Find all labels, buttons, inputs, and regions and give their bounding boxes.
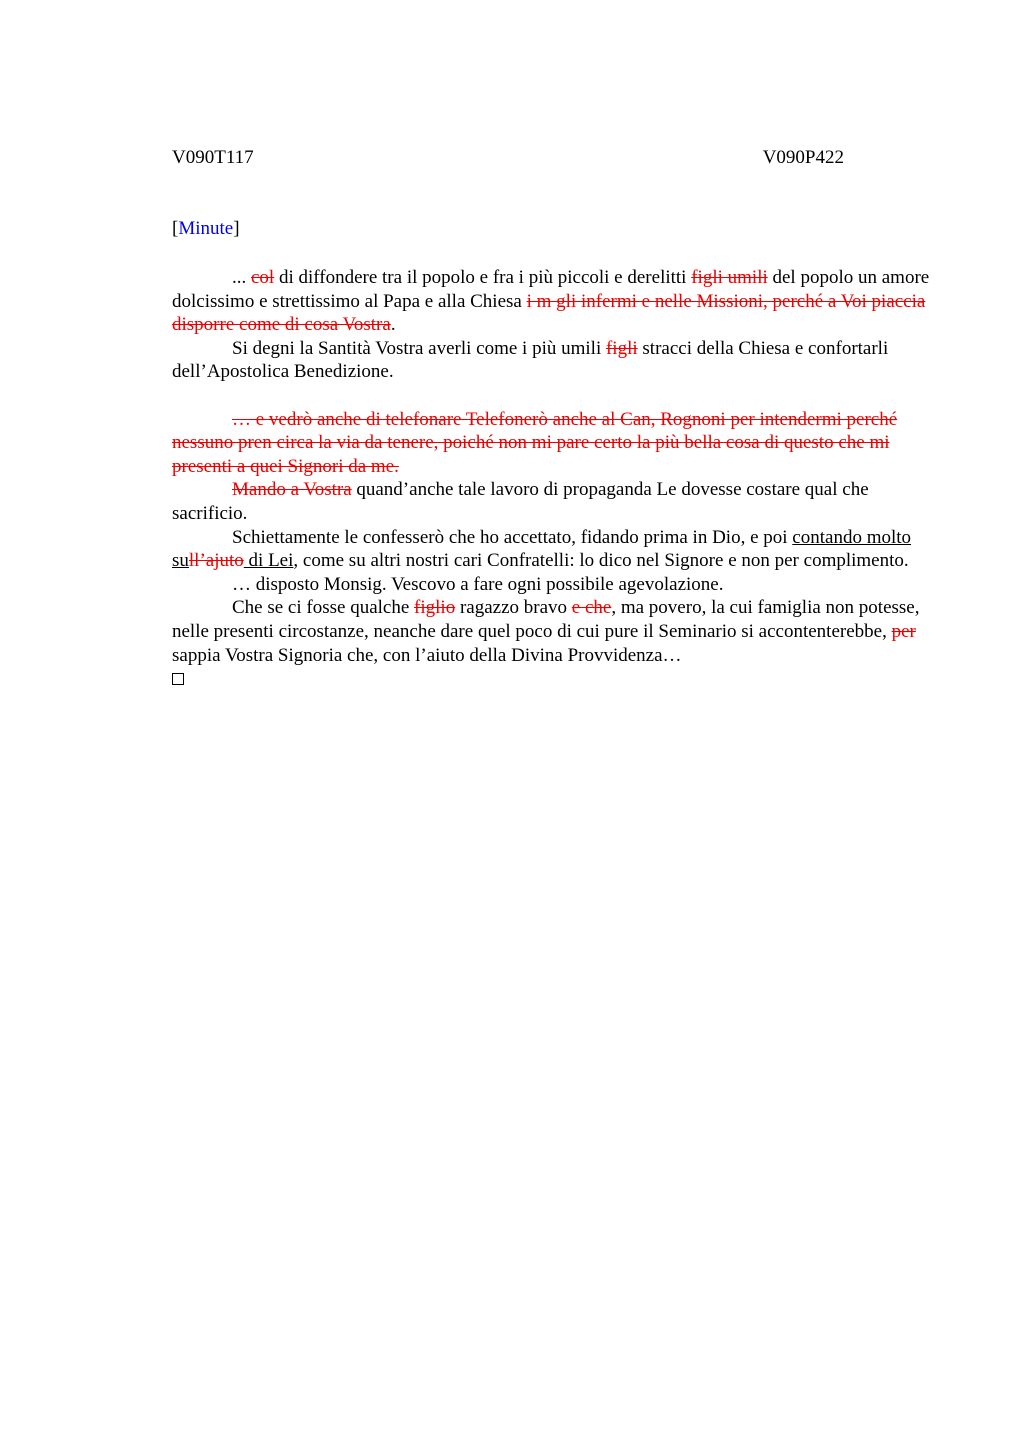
text-run: ragazzo bravo <box>455 597 572 619</box>
text-run: del popolo un amore dolcissimo e strettissimo al Papa e alla Chiesa <box>172 267 930 312</box>
left-document-code: V090T117 <box>172 147 254 168</box>
deleted-text: Mando a Vostra <box>232 479 352 501</box>
deleted-text: per <box>891 620 916 642</box>
deleted-text: col <box>251 267 275 288</box>
paragraph-6 <box>172 573 932 597</box>
paragraph-4 <box>172 478 932 525</box>
text-run: Si degni la Santità Vostra averli come i più umili <box>232 337 606 359</box>
paragraph-3 <box>172 408 932 479</box>
deleted-text: figlio <box>414 597 456 619</box>
paragraph-7 <box>172 596 932 667</box>
square-end-icon <box>172 673 184 685</box>
right-document-code: V090P422 <box>762 147 844 168</box>
heading-open-bracket: [ <box>172 218 179 239</box>
section-heading <box>172 218 240 240</box>
underlined-text: di Lei <box>243 550 294 572</box>
deleted-text: ll’ajuto <box>188 550 244 572</box>
paragraph-spacer <box>172 384 932 408</box>
text-run: , ma povero, la cui famiglia non potesse, nelle presenti circostanze, neanche dare quel poco di cui pure il Seminario si accontenterebbe, <box>172 597 920 642</box>
text-run: . <box>390 314 396 336</box>
text-run: di diffondere tra il popolo e fra i più piccoli e derelitti <box>274 267 692 288</box>
text-run: quand’anche tale lavoro di propaganda Le dovesse costare qual che sacrificio. <box>172 479 869 524</box>
text-run: … disposto Monsig. Vescovo a fare ogni possibile agevolazione. <box>232 573 724 595</box>
deleted-text: e che <box>571 597 612 619</box>
heading-label: Minute <box>178 218 234 239</box>
letter-body <box>172 266 932 692</box>
deleted-text: figli umili <box>691 267 768 288</box>
deleted-text: … e vedrò anche di telefonare Telefonerò anche al Can, Rognoni per intendermi perché nessuno pren circa la via da tenere, poiché non mi pare certo la più bella cosa di questo che mi presenti a quei Signori da me. <box>172 408 898 477</box>
text-run: ... <box>232 267 251 288</box>
underlined-text: contando molto su <box>172 526 912 572</box>
end-marker <box>172 667 932 692</box>
deleted-text: i m gli infermi e nelle Missioni, perché a Voi piaccia disporre come di cosa Vostra <box>172 290 926 336</box>
text-run: , come su altri nostri cari Confratelli: lo dico nel Signore e non per complimento. <box>293 550 909 572</box>
text-run: Schiettamente le confesserò che ho accettato, fidando prima in Dio, e poi <box>232 526 793 548</box>
paragraph-5 <box>172 526 932 573</box>
heading-close-bracket: ] <box>233 218 240 239</box>
paragraph-1 <box>172 266 932 337</box>
text-run: Che se ci fosse qualche <box>232 597 415 619</box>
paragraph-2 <box>172 337 932 384</box>
text-run: stracci della Chiesa e confortarli dell’Apostolica Benedizione. <box>172 337 889 383</box>
text-run: sappia Vostra Signoria che, con l’aiuto della Divina Provvidenza… <box>172 644 682 666</box>
deleted-text: figli <box>605 337 638 359</box>
